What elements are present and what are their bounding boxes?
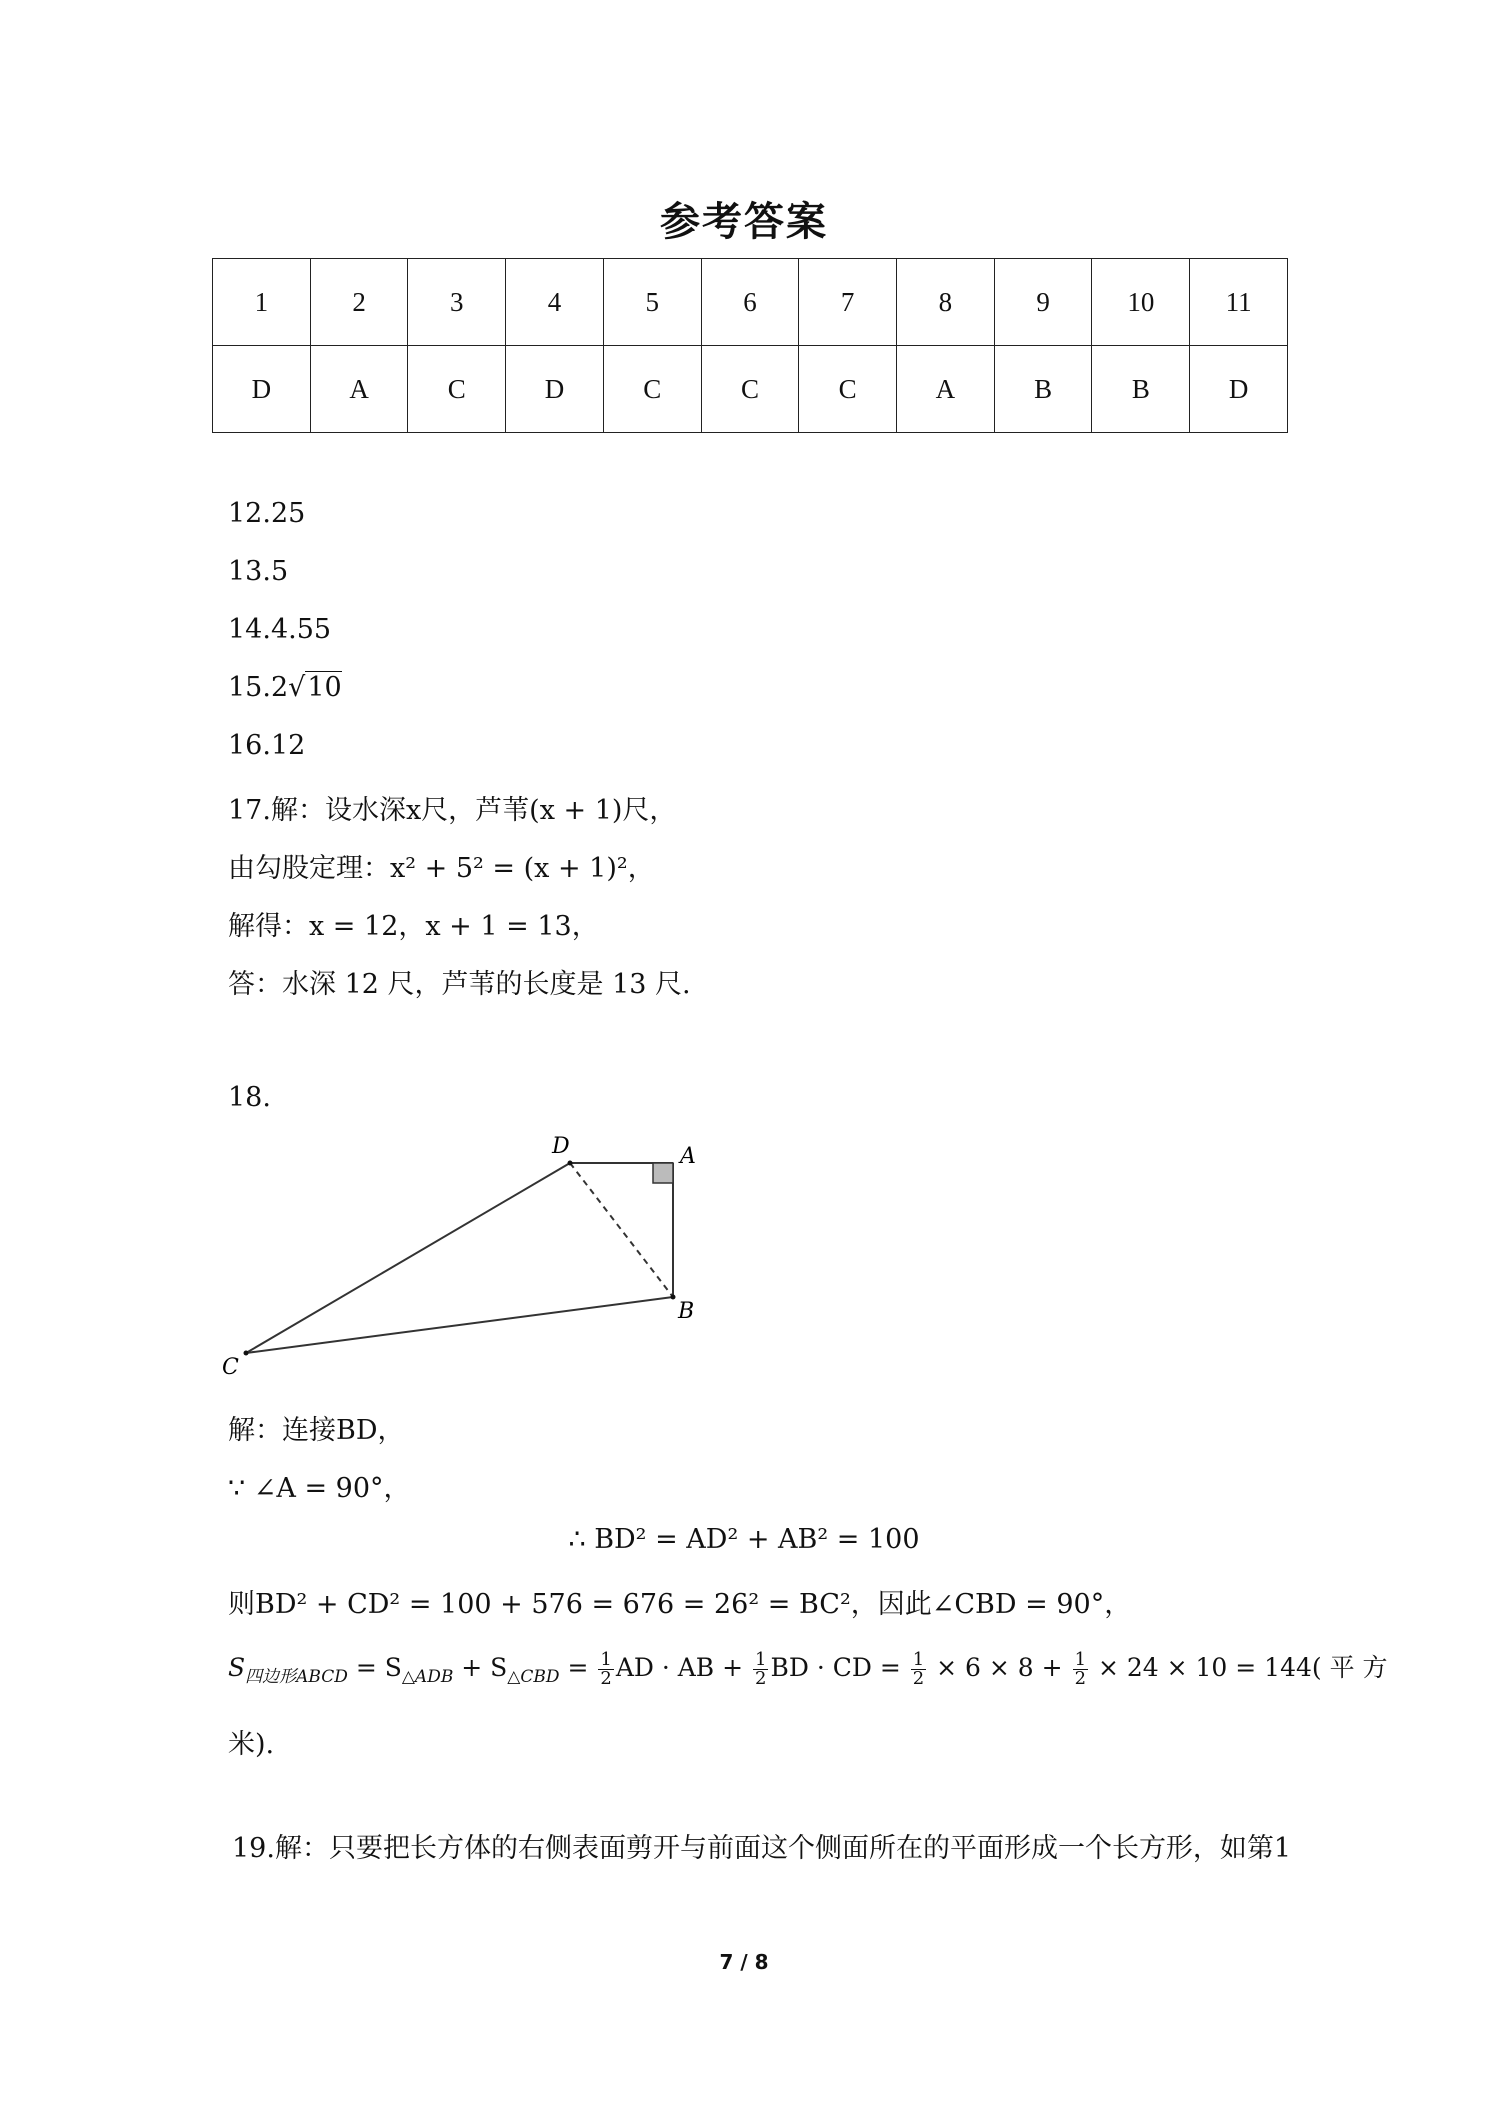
- table-cell: C: [408, 346, 506, 433]
- sqrt-symbol: √: [288, 672, 306, 703]
- fraction-half: $\frac{1}{2}$: [755, 1649, 767, 1689]
- table-cell: A: [897, 346, 995, 433]
- expr-part: × 6 × 8 +: [928, 1653, 1071, 1682]
- table-cell: B: [994, 346, 1092, 433]
- expr-part: AD · AB +: [615, 1653, 752, 1682]
- answer-19-line-1: 19.解：只要把长方体的右侧表面剪开与前面这个侧面所在的平面形成一个长方形，如第1: [232, 1833, 1292, 1864]
- expr-part: + S: [453, 1653, 508, 1682]
- answer-18-line-2: ∵ ∠A = 90°，: [228, 1473, 411, 1504]
- page-title: 参考答案: [660, 199, 828, 245]
- label-B: B: [678, 1299, 695, 1324]
- table-cell: D: [1190, 346, 1288, 433]
- expr-part: BD · CD =: [770, 1653, 909, 1682]
- fraction-half: $\frac{1}{2}$: [1074, 1649, 1087, 1689]
- answer-13: 13.5: [228, 556, 289, 587]
- table-cell: 7: [799, 259, 897, 346]
- fraction-half: $\frac{1}{2}$: [912, 1649, 925, 1689]
- page-number: 7 / 8: [719, 1950, 769, 1974]
- table-cell: 11: [1190, 259, 1288, 346]
- label-A: A: [680, 1144, 696, 1169]
- answer-17-line-1: 17.解：设水深x尺，芦苇(x + 1)尺，: [228, 795, 677, 826]
- table-cell: C: [799, 346, 897, 433]
- answer-18-label: 18.: [228, 1082, 271, 1113]
- table-cell: 1: [213, 259, 311, 346]
- segment-CD: [246, 1163, 570, 1353]
- answer-18-line-3: ∴ BD² = AD² + AB² = 100: [568, 1524, 920, 1555]
- answer-17-line-2-prefix: 由勾股定理：: [228, 853, 390, 884]
- point-C: [244, 1351, 249, 1356]
- answer-17-line-2-math: x² + 5² = (x + 1)²，: [390, 853, 655, 884]
- answer-18-line-5: [228, 1648, 1388, 1688]
- answer-15-radicand: 10: [307, 672, 342, 703]
- table-cell: 4: [506, 259, 604, 346]
- table-cell: C: [701, 346, 799, 433]
- answer-18-line-1: 解：连接BD，: [228, 1415, 405, 1446]
- area-symbol: S: [228, 1653, 246, 1682]
- table-cell: 5: [603, 259, 701, 346]
- table-cell: B: [1092, 346, 1190, 433]
- answer-17-line-3: 解得：x = 12，x + 1 = 13，: [228, 911, 599, 942]
- answer-16: 16.12: [228, 730, 306, 761]
- point-B: [671, 1295, 676, 1300]
- label-C: C: [222, 1355, 239, 1380]
- answer-14: 14.4.55: [228, 614, 332, 645]
- segment-BC: [246, 1297, 673, 1353]
- answer-18-line-6: 米).: [228, 1729, 275, 1760]
- area-subscript: △CBD: [507, 1667, 560, 1687]
- label-D: D: [552, 1134, 570, 1159]
- table-cell: 10: [1092, 259, 1190, 346]
- expr-part: =: [559, 1653, 597, 1682]
- area-subscript: △ADB: [401, 1667, 454, 1687]
- table-cell: 2: [310, 259, 408, 346]
- answer-18-line-4: 则BD² + CD² = 100 + 576 = 676 = 26² = BC²，因此∠CBD = 90°，: [228, 1589, 1132, 1620]
- table-cell: A: [310, 346, 408, 433]
- expr-part: = S: [347, 1653, 402, 1682]
- table-cell: D: [506, 346, 604, 433]
- right-angle-marker: [653, 1163, 673, 1183]
- point-D: [568, 1161, 573, 1166]
- table-cell: 3: [408, 259, 506, 346]
- table-cell: C: [603, 346, 701, 433]
- table-cell: 9: [994, 259, 1092, 346]
- table-cell: D: [213, 346, 311, 433]
- answer-12: 12.25: [228, 498, 306, 529]
- answer-17-line-4: 答：水深 12 尺，芦苇的长度是 13 尺.: [228, 969, 691, 1000]
- table-cell: 8: [897, 259, 995, 346]
- area-subscript: 四边形ABCD: [245, 1667, 348, 1687]
- fraction-half: $\frac{1}{2}$: [600, 1649, 612, 1689]
- table-cell: 6: [701, 259, 799, 346]
- expr-part: × 24 × 10 = 144( 平 方: [1090, 1653, 1388, 1682]
- answer-15-prefix: 15.2: [228, 672, 289, 703]
